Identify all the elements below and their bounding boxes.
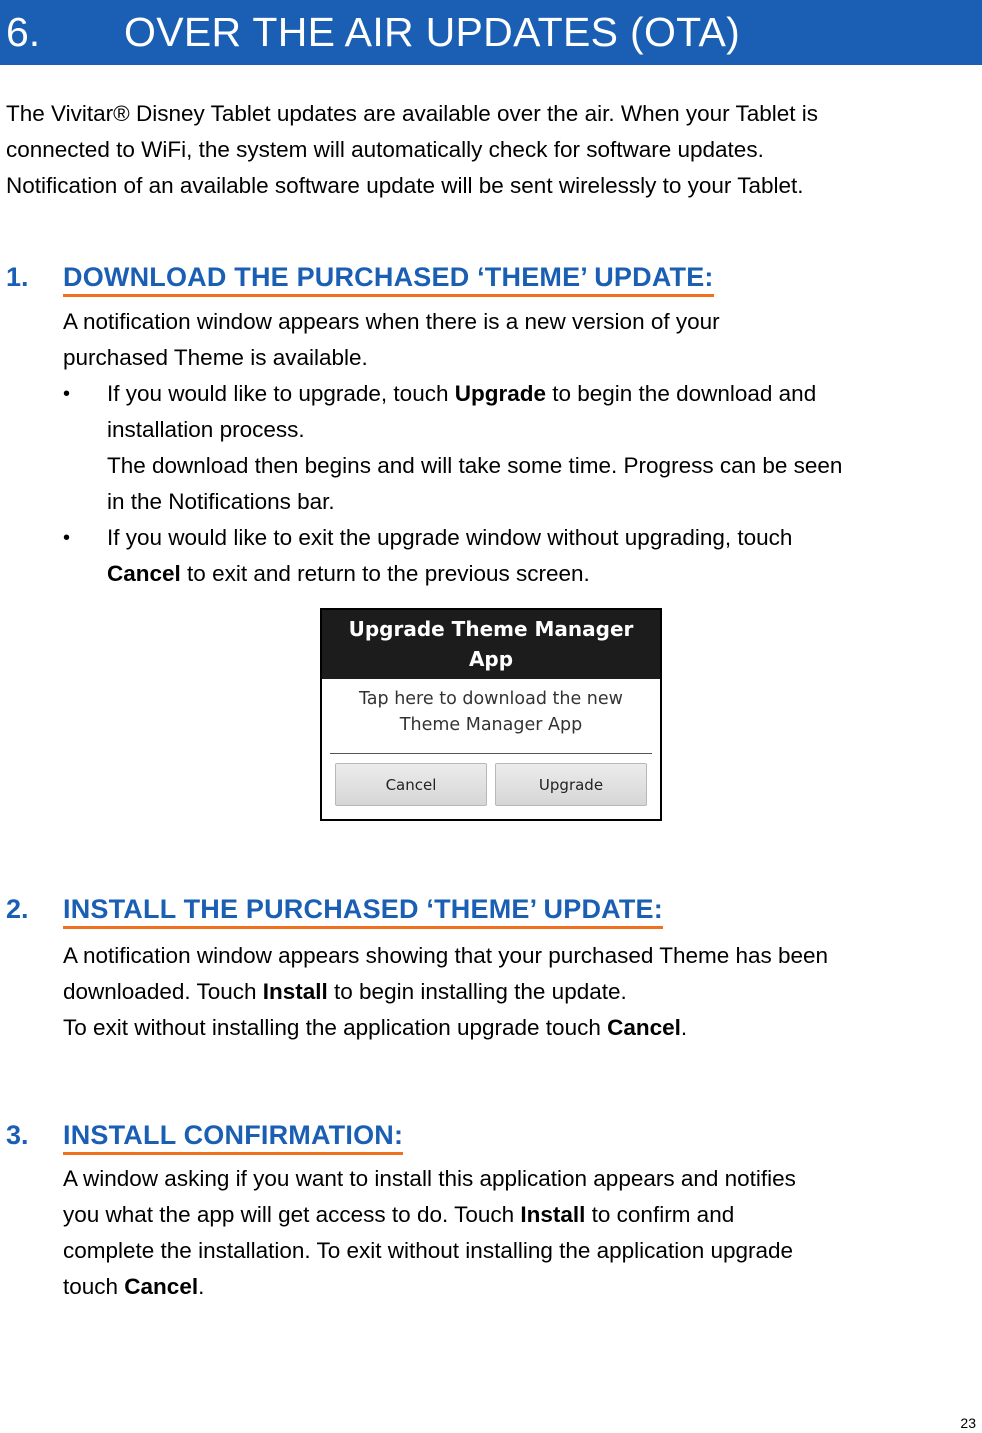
section-number: 1.	[6, 262, 29, 292]
cancel-button[interactable]: Cancel	[335, 763, 487, 806]
bullet-text: If you would like to upgrade, touch	[107, 381, 455, 406]
bullet-list	[63, 376, 978, 592]
list-item	[63, 520, 978, 592]
intro-line: Notification of an available software update will be sent wirelessly to your Tablet.	[6, 173, 804, 198]
section-1-body	[63, 304, 978, 592]
install-keyword: Install	[262, 979, 328, 1004]
body-text: touch	[63, 1274, 125, 1299]
section-title: INSTALL THE PURCHASED ‘THEME’ UPDATE:	[63, 894, 663, 929]
body-line: A window asking if you want to install this application appears and notifies	[63, 1166, 796, 1191]
cancel-keyword: Cancel	[124, 1274, 199, 1299]
cancel-keyword: Cancel	[607, 1015, 681, 1040]
dialog-title-line: Upgrade Theme Manager	[348, 617, 634, 641]
bullet-line	[107, 376, 978, 412]
chapter-number: 6.	[6, 9, 41, 55]
section-number: 3.	[6, 1120, 29, 1150]
dialog-divider	[330, 753, 652, 754]
bullet-text: to exit and return to the previous screen.	[180, 561, 590, 586]
bullet-icon: •	[63, 527, 71, 549]
dialog-message-line: Theme Manager App	[399, 715, 583, 735]
bullet-line: If you would like to exit the upgrade window without upgrading, touch	[107, 525, 793, 550]
body-line: complete the installation. To exit without installing the application upgrade	[63, 1238, 794, 1263]
bullet-line: installation process.	[107, 417, 305, 442]
section-title: DOWNLOAD THE PURCHASED ‘THEME’ UPDATE:	[63, 262, 714, 297]
body-text: you what the app will get access to do. Touch	[63, 1202, 521, 1227]
bullet-icon: •	[63, 383, 71, 405]
section-title: INSTALL CONFIRMATION:	[63, 1120, 403, 1155]
body-line: A notification window appears when there is a new version of your	[63, 309, 720, 334]
bullet-line	[107, 556, 978, 592]
bullet-line: The download then begins and will take some time. Progress can be seen	[107, 453, 843, 478]
body-text: .	[198, 1274, 205, 1299]
bullet-text: to begin the download and	[545, 381, 817, 406]
dialog-message-line: Tap here to download the new	[359, 689, 623, 709]
intro-line: The Vivitar® Disney Tablet updates are available over the air. When your Tablet is	[6, 101, 819, 126]
body-line	[63, 1197, 978, 1233]
body-text: to confirm and	[585, 1202, 735, 1227]
body-text: To exit without installing the application upgrade touch	[63, 1015, 608, 1040]
body-text: downloaded. Touch	[63, 979, 263, 1004]
dialog-message[interactable]	[322, 686, 660, 738]
dialog-title-line: App	[468, 647, 514, 671]
body-line	[63, 1269, 978, 1305]
page-number: 23	[960, 1415, 976, 1431]
intro-paragraph	[6, 96, 971, 204]
body-text: .	[680, 1015, 688, 1040]
upgrade-button[interactable]: Upgrade	[495, 763, 647, 806]
body-line: A notification window appears showing that your purchased Theme has been	[63, 943, 829, 968]
chapter-banner	[0, 0, 982, 65]
list-item	[63, 376, 978, 520]
bullet-line: in the Notifications bar.	[107, 489, 335, 514]
body-line	[63, 1010, 978, 1046]
body-line	[63, 974, 978, 1010]
upgrade-keyword: Upgrade	[454, 381, 546, 406]
cancel-keyword: Cancel	[107, 561, 181, 586]
upgrade-dialog-screenshot	[320, 608, 662, 821]
body-text: to begin installing the update.	[327, 979, 627, 1004]
install-keyword: Install	[520, 1202, 586, 1227]
body-line: purchased Theme is available.	[63, 345, 368, 370]
chapter-title: OVER THE AIR UPDATES (OTA)	[124, 9, 741, 55]
dialog-title	[322, 610, 660, 679]
section-3-body	[63, 1161, 978, 1305]
section-number: 2.	[6, 894, 29, 924]
intro-line: connected to WiFi, the system will automatically check for software updates.	[6, 137, 764, 162]
section-2-body	[63, 938, 978, 1046]
